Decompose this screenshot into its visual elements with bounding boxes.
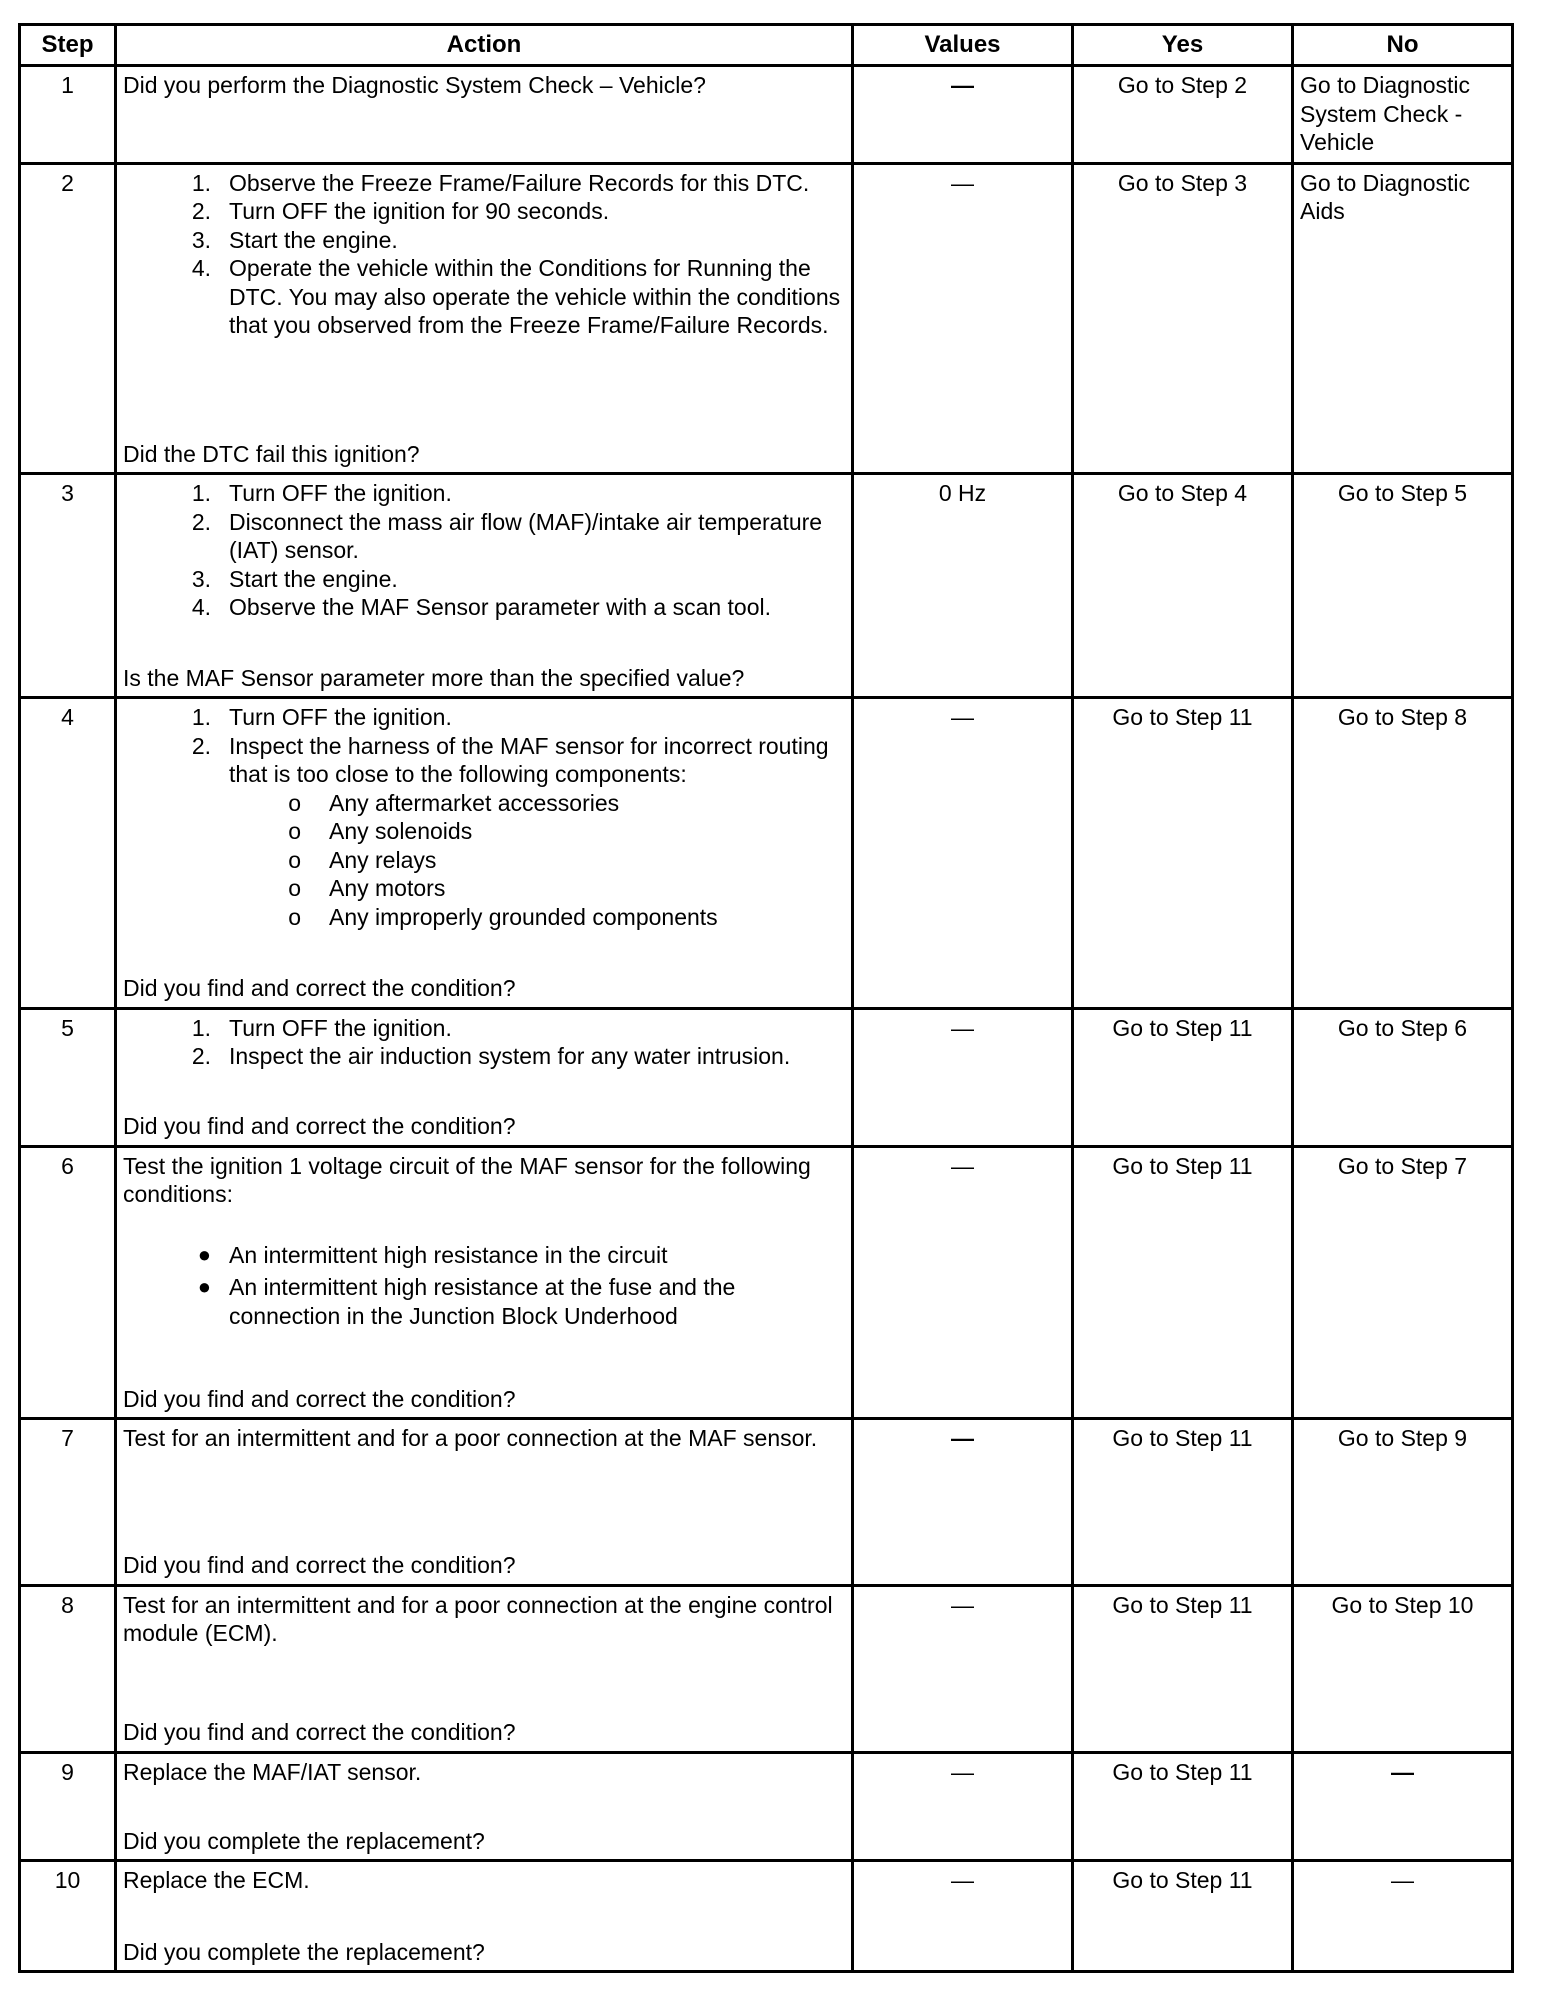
action-cell [116,1146,853,1418]
list-item-text: Any relays [329,846,437,873]
values-cell: — [853,1585,1073,1752]
list-item [123,593,845,622]
list-item [123,1273,845,1330]
values-cell: — [853,1752,1073,1861]
circle-marker: o [288,903,301,930]
table-row [20,1752,1513,1861]
list-item-text: Any motors [329,875,446,902]
numbered-list [123,1014,845,1071]
list-marker: 1. [191,704,211,731]
table-row [20,1146,1513,1418]
list-marker: 2. [191,1043,211,1070]
action-text: Replace the ECM. [123,1867,310,1894]
no-cell: Go to Step 8 [1293,698,1513,1009]
list-item [123,703,845,732]
values-cell: — [853,1861,1073,1972]
yes-cell: Go to Step 11 [1073,1752,1293,1861]
list-item [123,197,845,226]
action-text: Test the ignition 1 voltage circuit of the MAF sensor for the following conditions: [123,1152,811,1208]
action-cell [116,474,853,698]
no-cell: Go to Diagnostic System Check - Vehicle [1293,66,1513,164]
values-cell: — [853,1419,1073,1586]
diagnostic-table [18,23,1514,1973]
step-number: 3 [20,474,116,698]
list-item-text: An intermittent high resistance in the circuit [229,1241,668,1268]
action-cell [116,66,853,164]
values-cell: — [853,163,1073,474]
table-row [20,1585,1513,1752]
list-item [123,732,845,789]
circle-marker: o [288,846,301,873]
yes-cell: Go to Step 3 [1073,163,1293,474]
list-item [123,479,845,508]
list-marker: 2. [191,508,211,535]
yes-cell: Go to Step 11 [1073,1861,1293,1972]
bullet-list [123,1241,845,1331]
list-item-text: Inspect the air induction system for any water intrusion. [229,1043,791,1070]
action-text: Test for an intermittent and for a poor connection at the MAF sensor. [123,1425,818,1452]
list-item-text: Turn OFF the ignition for 90 seconds. [229,198,610,224]
list-item-text: An intermittent high resistance at the fuse and the connection in the Junction Block Underhood [229,1274,736,1329]
table-row [20,66,1513,164]
list-item-text: Start the engine. [229,565,398,592]
yes-cell: Go to Step 11 [1073,1146,1293,1418]
action-question: Did you find and correct the condition? [123,1552,516,1579]
values-cell: — [853,1146,1073,1418]
table-row [20,1008,1513,1146]
no-cell: Go to Diagnostic Aids [1293,163,1513,474]
list-item-text: Turn OFF the ignition. [229,480,452,507]
list-item [123,1241,845,1270]
list-item-text: Any aftermarket accessories [329,789,620,816]
action-cell [116,698,853,1009]
step-number: 7 [20,1419,116,1586]
bullet-marker: ● [197,1241,211,1267]
list-marker: 1. [191,480,211,507]
yes-cell: Go to Step 2 [1073,66,1293,164]
no-cell: Go to Step 5 [1293,474,1513,698]
action-text: Did you perform the Diagnostic System Check – Vehicle? [123,72,706,98]
list-item [123,169,845,198]
list-item [123,1014,845,1043]
list-item-text: Disconnect the mass air flow (MAF)/intake air temperature (IAT) sensor. [229,508,823,564]
sub-list-item [123,874,845,903]
header-row [20,25,1513,66]
list-item [123,565,845,594]
action-cell [116,1008,853,1146]
table-row [20,474,1513,698]
numbered-list [123,479,845,622]
list-marker: 1. [191,169,211,196]
list-item-text: Observe the Freeze Frame/Failure Records for this DTC. [229,169,810,196]
step-number: 4 [20,698,116,1009]
action-cell [116,1861,853,1972]
action-cell [116,1419,853,1586]
list-marker: 4. [191,594,211,621]
list-item [123,1042,845,1071]
list-item [123,508,845,565]
action-question: Did you find and correct the condition? [123,1719,516,1746]
list-marker: 2. [191,198,211,224]
action-question: Is the MAF Sensor parameter more than the specified value? [123,664,745,691]
sub-list-item [123,846,845,875]
step-number: 10 [20,1861,116,1972]
sub-list-item [123,817,845,846]
action-text: Replace the MAF/IAT sensor. [123,1758,422,1785]
action-question: Did you complete the replacement? [123,1827,485,1854]
table-row [20,698,1513,1009]
list-marker: 3. [191,226,211,253]
numbered-list [123,703,845,931]
yes-cell: Go to Step 11 [1073,698,1293,1009]
list-marker: 3. [191,565,211,592]
list-item-text: Operate the vehicle within the Conditions for Running the DTC. You may also operate the vehicle within the conditions that you observed from the Freeze Frame/Failure Records. [229,255,841,338]
action-question: Did you find and correct the condition? [123,1113,516,1140]
action-text: Test for an intermittent and for a poor connection at the engine control module (ECM). [123,1591,833,1647]
header-action: Action [116,25,853,66]
list-item [123,226,845,255]
yes-cell: Go to Step 11 [1073,1008,1293,1146]
list-item-text: Any improperly grounded components [329,903,718,930]
table-row [20,163,1513,474]
action-question: Did you complete the replacement? [123,1938,485,1965]
step-number: 5 [20,1008,116,1146]
list-item-text: Any solenoids [329,818,473,845]
no-cell: — [1293,1752,1513,1861]
header-values: Values [853,25,1073,66]
no-cell: Go to Step 6 [1293,1008,1513,1146]
header-step: Step [20,25,116,66]
sub-list-item [123,903,845,932]
step-number: 9 [20,1752,116,1861]
no-cell: Go to Step 9 [1293,1419,1513,1586]
action-question: Did you find and correct the condition? [123,975,516,1002]
bullet-marker: ● [197,1274,211,1300]
list-item-text: Turn OFF the ignition. [229,1014,452,1041]
action-question: Did you find and correct the condition? [123,1385,516,1412]
header-yes: Yes [1073,25,1293,66]
action-cell [116,1585,853,1752]
step-number: 1 [20,66,116,164]
list-marker: 4. [191,255,211,281]
no-cell: Go to Step 7 [1293,1146,1513,1418]
action-cell [116,163,853,474]
list-marker: 2. [191,732,211,759]
list-item [123,254,845,340]
list-item-text: Start the engine. [229,226,398,253]
table-row [20,1861,1513,1972]
list-marker: 1. [191,1014,211,1041]
values-cell: — [853,698,1073,1009]
no-cell: Go to Step 10 [1293,1585,1513,1752]
values-cell: — [853,66,1073,164]
values-cell: — [853,1008,1073,1146]
list-item-text: Inspect the harness of the MAF sensor for incorrect routing that is too close to the following components: [229,732,829,788]
circle-marker: o [288,789,301,816]
yes-cell: Go to Step 11 [1073,1585,1293,1752]
table-row [20,1419,1513,1586]
circle-marker: o [288,875,301,902]
list-item-text: Observe the MAF Sensor parameter with a scan tool. [229,594,772,621]
numbered-list [123,169,845,340]
step-number: 2 [20,163,116,474]
sub-list-item [123,789,845,818]
yes-cell: Go to Step 4 [1073,474,1293,698]
no-cell: — [1293,1861,1513,1972]
values-cell: 0 Hz [853,474,1073,698]
action-cell [116,1752,853,1861]
circle-marker: o [288,818,301,845]
step-number: 6 [20,1146,116,1418]
header-no: No [1293,25,1513,66]
list-item-text: Turn OFF the ignition. [229,704,452,731]
yes-cell: Go to Step 11 [1073,1419,1293,1586]
step-number: 8 [20,1585,116,1752]
action-question: Did the DTC fail this ignition? [123,440,420,467]
